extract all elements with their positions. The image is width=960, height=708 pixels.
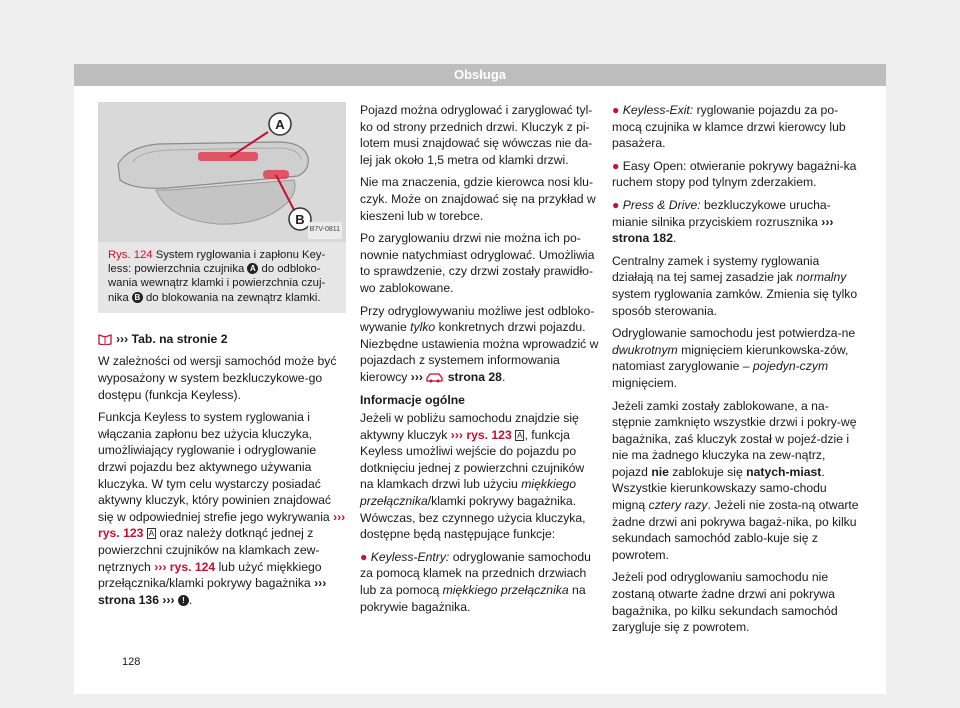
paragraph: [612, 253, 860, 319]
warning-icon: !: [178, 595, 189, 606]
text: nie: [651, 464, 669, 479]
page-link[interactable]: ››› strona 136 ›››: [98, 576, 327, 607]
manual-page: [74, 64, 886, 694]
label-a: A: [275, 117, 285, 132]
paragraph: [360, 410, 600, 543]
box-label: A: [517, 430, 523, 440]
bullet-icon: ●: [360, 549, 371, 564]
text: Przy odryglowywaniu możliwe jest odbloko-wywanie: [360, 303, 595, 335]
text: normalny: [796, 270, 847, 285]
door-handle-figure: [98, 102, 346, 242]
text: Easy Open: otwieranie pokrywy bagażni-ka ruchem stopy pod tylnym zderzakiem.: [612, 158, 857, 190]
bullet-icon: ●: [612, 158, 623, 173]
text: odryglowanie samochodu za pomocą klamek na przednich drzwiach lub za pomocą: [360, 549, 591, 598]
box-label: A: [148, 529, 155, 539]
tab-ref-text: ››› Tab. na stronie 2: [116, 331, 228, 346]
text: .: [188, 592, 193, 607]
text: Jeżeli zamki zostały zablokowane, a na-stępnie zamknięto wszystkie drzwi i pokry-wę bagażnika, zaś kluczyk został w pojeź-dzie i nie ma żadnego kluczyka na zew-nątrz, pojazd: [612, 398, 857, 479]
paragraph: Po zaryglowaniu drzwi nie można ich po-nownie natychmiast odryglować. Umożliwia to sprawdzenie, czy drzwi zostały prawidło-wo zablokowane.: [360, 231, 595, 295]
fig-link[interactable]: ››› rys. 123: [98, 509, 346, 541]
caption-number: Rys. 124: [108, 249, 153, 261]
page-link[interactable]: ›››: [410, 369, 423, 384]
text: .: [672, 231, 677, 246]
text: konkretnych drzwi pojazdu. Niezbędne ustawienia można wprowadzić w pojazdach z systemem informowania kierowcy: [360, 320, 599, 384]
column-left: [98, 102, 346, 668]
section-heading: Informacje ogólne: [360, 392, 465, 407]
book-icon: [98, 333, 112, 345]
text: Keyless-Exit:: [622, 103, 694, 117]
list-item: [612, 158, 860, 191]
caption-text: do blokowania na zewnątrz klamki.: [142, 291, 321, 304]
text: pojedyn-czym: [752, 359, 829, 374]
paragraph: [612, 398, 860, 564]
bullet-icon: ●: [612, 197, 623, 212]
page-link[interactable]: ››› strona 182: [612, 214, 834, 246]
paragraph: [98, 409, 346, 608]
paragraph: W zależności od wersji samochód może być wyposażony w system bezkluczykowe-go dostępu (funkcja Keyless).: [98, 354, 337, 402]
bullet-icon: ●: [612, 103, 623, 117]
page-link[interactable]: strona 28: [444, 369, 502, 384]
text: miękkiego przełącznika: [442, 583, 569, 598]
fig-link[interactable]: ››› rys. 123: [450, 427, 512, 442]
text: oraz należy dotknąć jednej z powierzchni czujników na klamkach zew-nętrznych: [98, 526, 320, 574]
sensor-a-badge: A: [247, 263, 258, 274]
paragraph: Nie ma znaczenia, gdzie kierowca nosi klu-czyk. Może on znajdować się na przykład w kieszeni lub w torebce.: [360, 175, 596, 223]
text: lub użyć miękkiego przełącznika/klamki pokrywy bagażnika: [98, 559, 322, 591]
car-info-icon: [426, 372, 444, 383]
text: Centralny zamek i systemy ryglowania działają na tej samej zasadzie jak: [612, 253, 820, 285]
figure-caption: [98, 242, 346, 313]
table-reference[interactable]: [98, 331, 346, 348]
paragraph: Pojazd można odryglować i zaryglować tyl-ko od strony przednich drzwi. Kluczyk z pi-lotem musi znajdować się wówczas nie da-lej jak około 1,5 metra od klamki drzwi.: [360, 103, 593, 167]
section-header: Obsługa: [74, 64, 886, 86]
text: tylko: [410, 320, 436, 335]
caption-text: do odbloko-wania wewnątrz klamki i powierzchnia czuj-nika: [108, 263, 326, 304]
text: . Wszystkie kierunkowskazy samo-chodu migną: [612, 464, 827, 513]
list-item: [612, 197, 860, 247]
column-middle: [360, 102, 600, 621]
list-item: [612, 102, 860, 152]
figure-code: B7V-0811: [308, 222, 342, 239]
text: , funkcja Keyless umożliwi wejście do pojazdu po dotknięciu jednej z powierzchni czujników na klamkach drzwi lub użyciu: [360, 427, 585, 492]
text: na pokrywie bagażnika.: [360, 583, 586, 614]
text: zablokuje się: [668, 464, 747, 479]
page-number: 128: [122, 656, 141, 668]
fig-link[interactable]: ››› rys. 124: [154, 559, 216, 574]
text: . Jeżeli nie zosta-ną otwarte żadne drzwi ani pokrywa bagaż-nika, po kilku sekundach samochód zablo-kuje się z powrotem.: [612, 498, 859, 562]
paragraph: [612, 325, 860, 391]
text: mignięciem kierunkowska-zów, natomiast zaryglowanie –: [612, 342, 849, 374]
text: system ryglowania zamków. Zmienia się tylko sposób sterowania.: [612, 286, 858, 318]
label-b: B: [295, 212, 305, 227]
text: Jeżeli w pobliżu samochodu znajdzie się aktywny kluczyk: [360, 411, 579, 442]
column-right: [612, 102, 860, 642]
caption-text: System ryglowania i zapłonu Key-less: powierzchnia czujnika: [108, 249, 326, 276]
text: ryglowanie pojazdu za po-mocą czujnika w klamce drzwi kierowcy lub pasażera.: [612, 103, 846, 151]
text: Odryglowanie samochodu jest potwierdza-ne: [612, 326, 856, 341]
text: Keyless-Entry:: [370, 549, 450, 564]
text: mignięciem.: [612, 375, 678, 390]
text: miękkiego przełącznika: [360, 477, 577, 509]
text: Press & Drive:: [622, 197, 701, 212]
paragraph: Jeżeli pod odryglowaniu samochodu nie zostaną otwarte żadne drzwi ani pokrywa bagażnika, po kilku sekundach samochód zarygluje się z powrotem.: [612, 570, 838, 635]
paragraph: [360, 303, 600, 386]
sensor-b-badge: B: [132, 292, 143, 303]
text: dwukrotnym: [612, 342, 678, 357]
text: cztery razy: [648, 498, 708, 513]
door-handle-illustration: [98, 102, 346, 242]
text: natych-miast: [746, 464, 822, 479]
text: /klamki pokrywy bagażnika. Wówczas, bez czynnego użycia kluczyka, dostępne będą następujące funkcje:: [360, 494, 586, 542]
text: .: [501, 369, 506, 384]
text: Funkcja Keyless to system ryglowania i włączania zapłonu bez użycia kluczyka, umożliwiający ryglowanie i odryglowanie drzwi pojazdu bez aktywnego używania kluczyka. W tym celu wystarczy posiadać aktywny kluczyk, który powinien znajdować się w odpowiedniej strefie jego wykrywania: [98, 410, 334, 524]
text: bezkluczykowe urucha-mianie silnika przyciskiem rozrusznika: [612, 197, 831, 229]
list-item: [360, 549, 600, 615]
